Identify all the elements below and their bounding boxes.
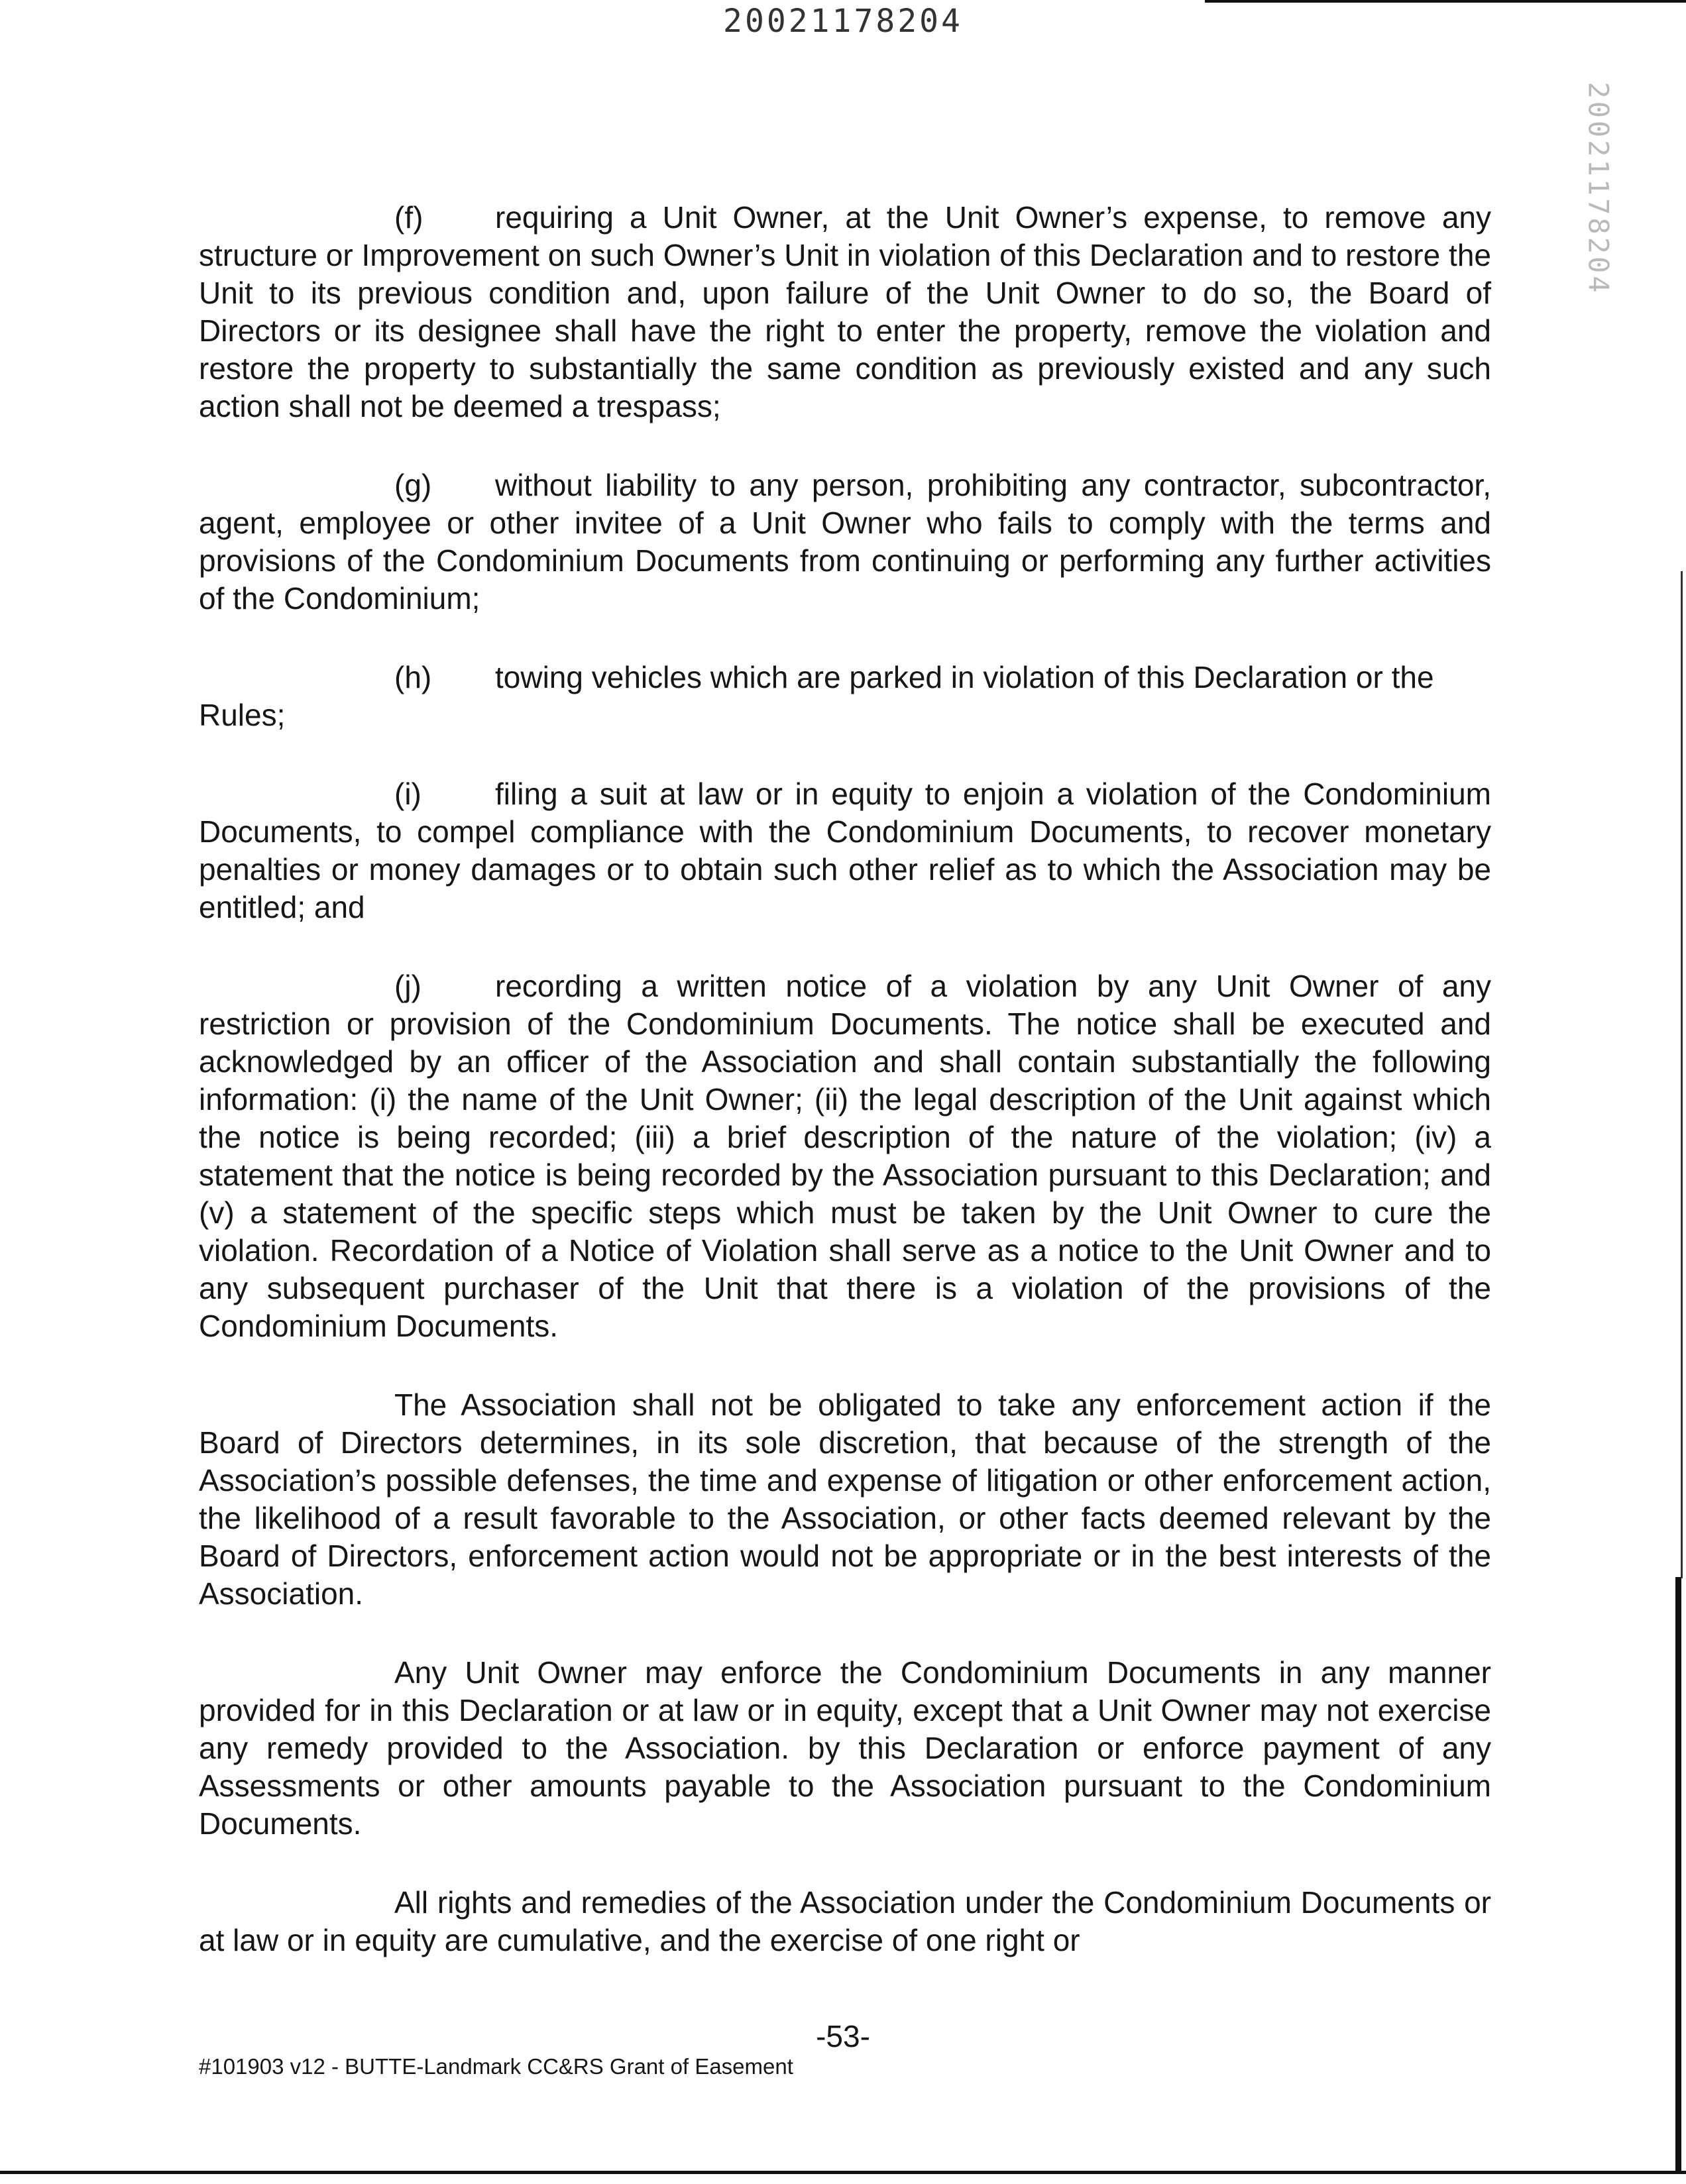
bottom-rule	[0, 2171, 1686, 2174]
page-number: -53-	[816, 2019, 870, 2053]
document-body	[199, 199, 1491, 2000]
footer-reference: #101903 v12 - BUTTE-Landmark CC&RS Grant of Easement	[199, 2054, 793, 2079]
clause-g	[199, 466, 1491, 618]
clause-text: towing vehicles which are parked in violation of this Declaration or the Rules;	[199, 660, 1434, 732]
document-number: 20021178204	[723, 3, 963, 40]
clause-j	[199, 967, 1491, 1345]
scan-edge-line	[1681, 571, 1683, 1578]
clause-label: (i)	[394, 777, 422, 811]
clause-text: without liability to any person, prohibiting any contractor, subcontractor, agent, employee or other invitee of a Unit Owner who fails to comply with the terms and provisions of the Condominium Documents from continuing or performing any further activities of the Condominium;	[199, 468, 1491, 616]
margin-stamp	[1572, 82, 1625, 294]
paragraph-owner-enforcement: Any Unit Owner may enforce the Condominium Documents in any manner provided for in this Declaration or at law or in equity, except that a Unit Owner may not exercise any remedy provided to the Association. by this Declaration or enforce payment of any Assessments or other amounts payable to the Association pursuant to the Condominium Documents.	[199, 1655, 1491, 1841]
clause-i	[199, 775, 1491, 926]
clause-label: (j)	[394, 969, 422, 1003]
clause-label: (f)	[394, 200, 423, 235]
clause-h	[199, 659, 1491, 734]
clause-label: (h)	[394, 660, 432, 694]
paragraph-cumulative-remedies: All rights and remedies of the Association under the Condominium Documents or at law or in equity are cumulative, and the exercise of one right or	[199, 1885, 1491, 1957]
clause-f	[199, 199, 1491, 425]
clause-label: (g)	[394, 468, 432, 502]
clause-text: recording a written notice of a violation by any Unit Owner of any restriction or provision of the Condominium Documents. The notice shall be executed and acknowledged by an officer of the Association and shall contain substantially the following information: (i) the name of the Unit Owner; (ii) the legal description of the Unit against which the notice is being recorded; (iii) a brief description of the nature of the violation; (iv) a statement that the notice is being recorded by the Association pursuant to this Declaration; and (v) a statement of the specific steps which must be taken by the Unit Owner to cure the violation. Recordation of a Notice of Violation shall serve as a notice to the Unit Owner and to any subsequent purchaser of the Unit that there is a violation of the provisions of the Condominium Documents.	[199, 969, 1491, 1343]
margin-stamp-text: 20021178204	[1582, 81, 1615, 296]
scan-edge-bar	[1675, 1577, 1681, 2171]
clause-text: filing a suit at law or in equity to enjoin a violation of the Condominium Documents, to compel compliance with the Condominium Documents, to recover monetary penalties or money damages or to obtain such other relief as to which the Association may be entitled; and	[199, 777, 1491, 924]
paragraph-enforcement-discretion: The Association shall not be obligated to take any enforcement action if the Board of Directors determines, in its sole discretion, that because of the strength of the Association’s possible defenses, the time and expense of litigation or other enforcement action, the likelihood of a result favorable to the Association, or other facts deemed relevant by the Board of Directors, enforcement action would not be appropriate or in the best interests of the Association.	[199, 1388, 1491, 1611]
clause-text: requiring a Unit Owner, at the Unit Owner’s expense, to remove any structure or Improvement on such Owner’s Unit in violation of this Declaration and to restore the Unit to its previous condition and, upon failure of the Unit Owner to do so, the Board of Directors or its designee shall have the right to enter the property, remove the violation and restore the property to substantially the same condition as previously existed and any such action shall not be deemed a trespass;	[199, 200, 1491, 423]
